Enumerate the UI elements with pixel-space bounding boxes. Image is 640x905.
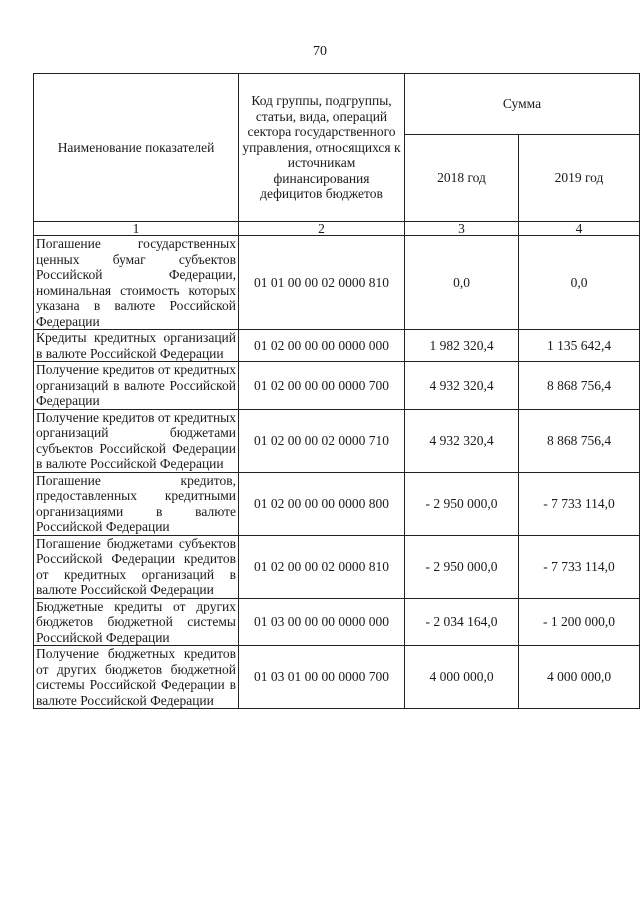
row-code: 01 03 00 00 00 0000 000 <box>239 598 405 646</box>
row-value-2018: - 2 950 000,0 <box>405 535 519 598</box>
header-row-top <box>34 74 640 135</box>
row-value-2018: 4 932 320,4 <box>405 409 519 472</box>
table-row <box>34 362 640 410</box>
row-code: 01 02 00 00 00 0000 000 <box>239 330 405 362</box>
row-indicator-name: Получение кредитов от кредитных организаций в валюте Российской Федерации <box>34 362 239 410</box>
budget-sources-table <box>33 73 640 709</box>
row-value-2018: - 2 950 000,0 <box>405 472 519 535</box>
row-value-2019: 4 000 000,0 <box>519 646 640 709</box>
row-value-2019: - 1 200 000,0 <box>519 598 640 646</box>
table-row <box>34 409 640 472</box>
row-indicator-name: Погашение кредитов, предоставленных кредитными организациями в валюте Российской Федерации <box>34 472 239 535</box>
row-value-2019: - 7 733 114,0 <box>519 472 640 535</box>
row-value-2019: 8 868 756,4 <box>519 362 640 410</box>
column-number: 4 <box>519 222 640 236</box>
row-indicator-name: Получение кредитов от кредитных организаций бюджетами субъектов Российской Федерации в валюте Российской Федерации <box>34 409 239 472</box>
table-row <box>34 236 640 330</box>
header-year-2019: 2019 год <box>519 135 640 222</box>
header-indicator-name: Наименование показателей <box>34 74 239 222</box>
table-row <box>34 535 640 598</box>
header-sum: Сумма <box>405 74 640 135</box>
row-indicator-name: Погашение государственных ценных бумаг субъектов Российской Федерации, номинальная стоимость которых указана в валюте Российской Федерации <box>34 236 239 330</box>
row-value-2018: - 2 034 164,0 <box>405 598 519 646</box>
row-code: 01 02 00 00 00 0000 800 <box>239 472 405 535</box>
column-number: 2 <box>239 222 405 236</box>
row-value-2018: 4 000 000,0 <box>405 646 519 709</box>
row-code: 01 02 00 00 00 0000 700 <box>239 362 405 410</box>
table-row <box>34 472 640 535</box>
row-value-2019: 0,0 <box>519 236 640 330</box>
header-classification-code: Код группы, подгруппы, статьи, вида, операций сектора государственного управления, относящихся к источникам финансирования дефицитов бюджетов <box>239 74 405 222</box>
column-number: 3 <box>405 222 519 236</box>
row-code: 01 03 01 00 00 0000 700 <box>239 646 405 709</box>
row-indicator-name: Погашение бюджетами субъектов Российской Федерации кредитов от кредитных организаций в валюте Российской Федерации <box>34 535 239 598</box>
row-value-2019: - 7 733 114,0 <box>519 535 640 598</box>
row-value-2019: 8 868 756,4 <box>519 409 640 472</box>
row-value-2018: 0,0 <box>405 236 519 330</box>
row-code: 01 01 00 00 02 0000 810 <box>239 236 405 330</box>
header-year-2018: 2018 год <box>405 135 519 222</box>
table-row <box>34 598 640 646</box>
row-indicator-name: Получение бюджетных кредитов от других бюджетов бюджетной системы Российской Федерации в валюте Российской Федерации <box>34 646 239 709</box>
row-code: 01 02 00 00 02 0000 810 <box>239 535 405 598</box>
row-value-2018: 1 982 320,4 <box>405 330 519 362</box>
table-row <box>34 330 640 362</box>
table-row <box>34 646 640 709</box>
row-indicator-name: Кредиты кредитных организаций в валюте Российской Федерации <box>34 330 239 362</box>
row-value-2019: 1 135 642,4 <box>519 330 640 362</box>
row-value-2018: 4 932 320,4 <box>405 362 519 410</box>
row-indicator-name: Бюджетные кредиты от других бюджетов бюджетной системы Российской Федерации <box>34 598 239 646</box>
row-code: 01 02 00 00 02 0000 710 <box>239 409 405 472</box>
page-number: 70 <box>313 44 327 59</box>
column-numbers-row <box>34 222 640 236</box>
column-number: 1 <box>34 222 239 236</box>
